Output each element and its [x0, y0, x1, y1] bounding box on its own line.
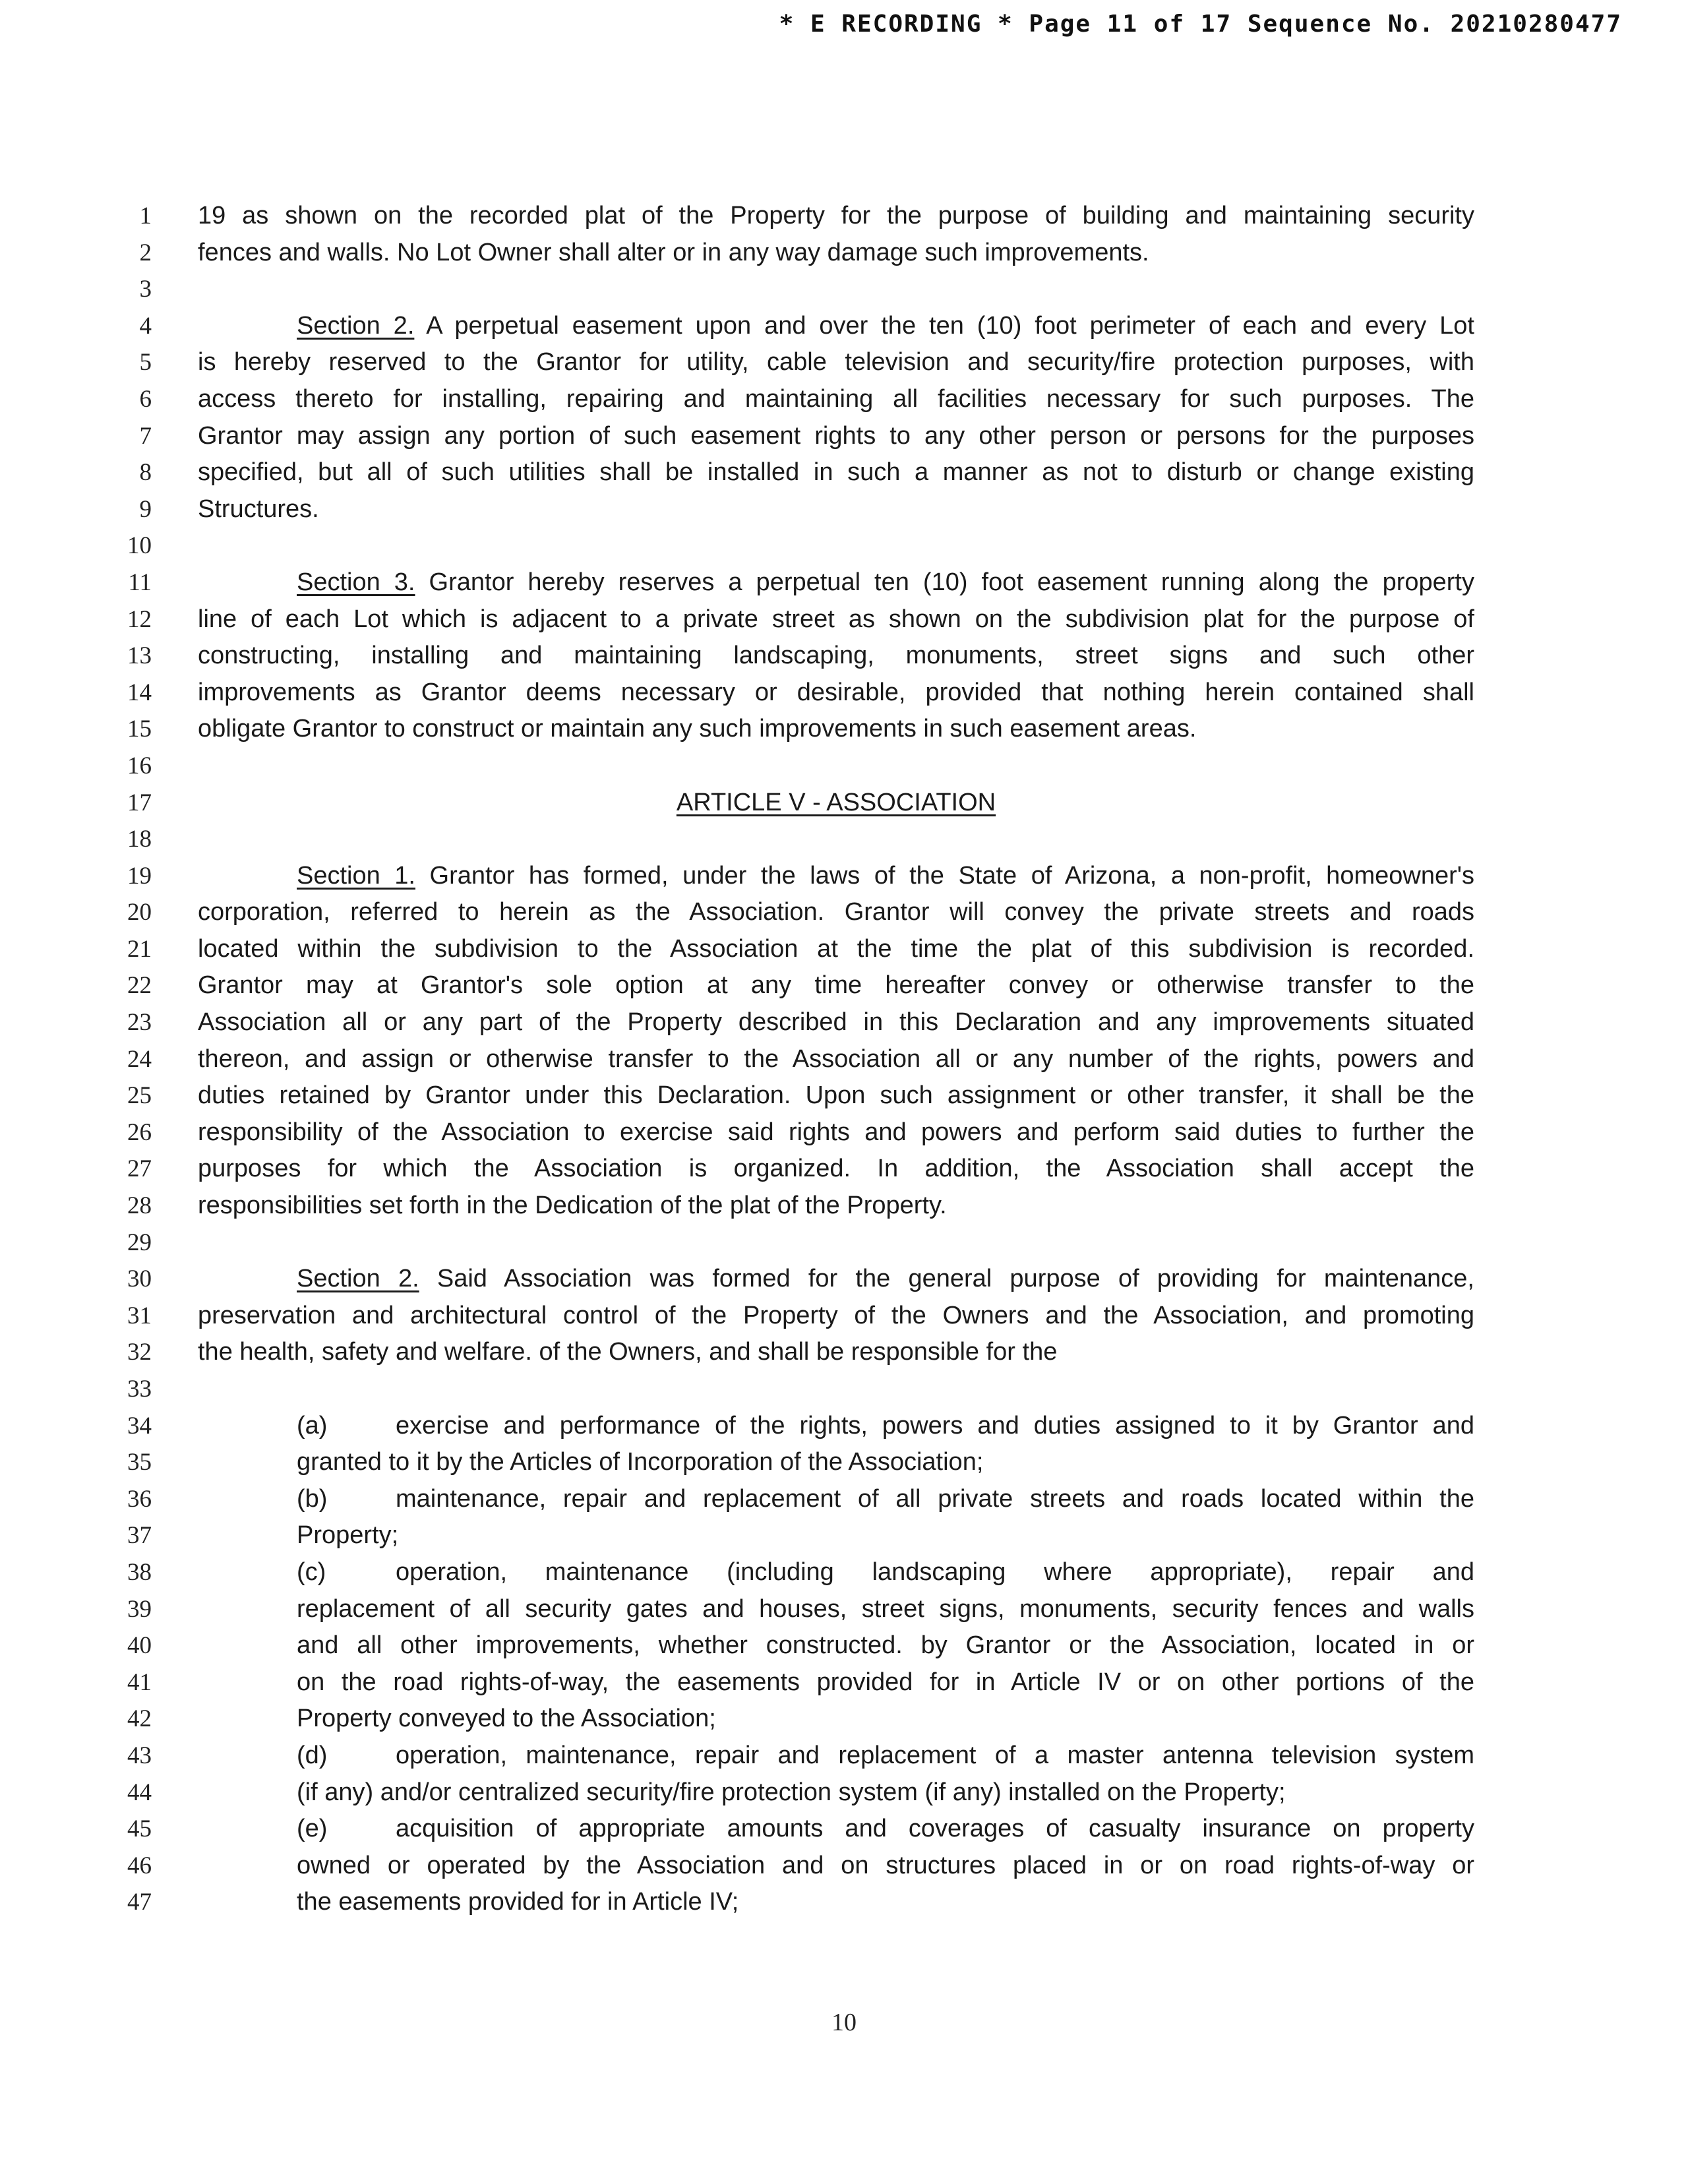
line-text: the health, safety and welfare. of the Owners, and shall be responsible for the: [198, 1338, 1058, 1366]
line-number: 17: [127, 789, 152, 816]
doc-line: [0, 1041, 1688, 1078]
list-item-label: (d): [297, 1741, 328, 1769]
section-heading: Section 1.: [297, 861, 415, 890]
line-text: Structures.: [198, 495, 319, 523]
line-text: 19 as shown on the recorded plat of the Property for the purpose of building and maintaining security: [198, 202, 1474, 229]
line-number: 25: [127, 1082, 152, 1110]
line-text: specified, but all of such utilities shall be installed in such a manner as not to disturb or change existing: [198, 458, 1474, 487]
article-heading: [198, 785, 1474, 822]
line-text: responsibility of the Association to exercise said rights and powers and perform said duties to further the: [198, 1118, 1474, 1146]
line-text: granted to it by the Articles of Incorporation of the Association;: [297, 1448, 984, 1476]
line-number: 19: [127, 862, 152, 890]
line-text: and all other improvements, whether constructed. by Grantor or the Association, located in or: [297, 1631, 1474, 1660]
line-text: [198, 1261, 1474, 1298]
section-heading: Section 3.: [297, 568, 415, 596]
line-number: 6: [139, 385, 152, 413]
line-number: 12: [127, 605, 152, 633]
doc-line: [0, 381, 1688, 418]
doc-line: [0, 748, 1688, 785]
doc-line: [0, 1077, 1688, 1114]
line-number: 14: [127, 679, 152, 706]
line-number: 28: [127, 1192, 152, 1220]
line-number: 22: [127, 972, 152, 1000]
line-number: 44: [127, 1778, 152, 1806]
line-number: 42: [127, 1705, 152, 1733]
line-text-rest: A perpetual easement upon and over the ten (10) foot perimeter of each and every Lot: [414, 311, 1474, 340]
doc-line: [0, 638, 1688, 675]
line-text: [198, 564, 1474, 601]
line-number: 23: [127, 1009, 152, 1037]
doc-line: [0, 1225, 1688, 1261]
doc-line: [0, 1371, 1688, 1408]
doc-line: [0, 564, 1688, 601]
line-text: (if any) and/or centralized security/fire protection system (if any) installed on the Property;: [297, 1778, 1286, 1806]
doc-line: [0, 1701, 1688, 1738]
line-number: 46: [127, 1852, 152, 1879]
line-number: 15: [127, 715, 152, 743]
doc-line: [0, 1627, 1688, 1664]
doc-line: [0, 675, 1688, 712]
line-text-rest: Grantor hereby reserves a perpetual ten (10) foot easement running along the property: [415, 568, 1474, 596]
doc-line: [0, 1151, 1688, 1188]
line-number: 10: [127, 532, 152, 560]
doc-line: [0, 1591, 1688, 1628]
doc-line: [0, 1298, 1688, 1335]
line-number: 30: [127, 1265, 152, 1293]
line-text: replacement of all security gates and houses, street signs, monuments, security fences and walls: [297, 1594, 1474, 1623]
doc-line: [0, 1664, 1688, 1701]
list-item-text: exercise and performance of the rights, powers and duties assigned to it by Grantor and: [396, 1411, 1474, 1440]
doc-line: [0, 894, 1688, 931]
line-number: 18: [127, 826, 152, 853]
line-number: 37: [127, 1522, 152, 1550]
line-text: Property conveyed to the Association;: [297, 1705, 716, 1733]
line-number: 11: [128, 568, 152, 596]
list-item-label: (e): [297, 1815, 328, 1843]
line-text: preservation and architectural control of the Property of the Owners and the Association, and promoting: [198, 1301, 1474, 1329]
list-item-label: (a): [297, 1411, 328, 1440]
line-number: 20: [127, 899, 152, 926]
line-number: 35: [127, 1449, 152, 1476]
line-number: 33: [127, 1376, 152, 1403]
line-number: 7: [139, 422, 152, 450]
line-text: Grantor may assign any portion of such easement rights to any other person or persons for the purposes: [198, 421, 1474, 450]
line-text: line of each Lot which is adjacent to a private street as shown on the subdivision plat for the purpose of: [198, 605, 1474, 633]
list-item: [297, 1481, 1474, 1518]
list-item: [297, 1408, 1474, 1445]
list-item-text: maintenance, repair and replacement of all private streets and roads located within the: [396, 1484, 1474, 1513]
line-number: 9: [139, 495, 152, 523]
list-item: [297, 1811, 1474, 1848]
line-text: is hereby reserved to the Grantor for utility, cable television and security/fire protection purposes, with: [198, 348, 1474, 377]
page-number: 10: [831, 2009, 857, 2036]
line-text: on the road rights-of-way, the easements provided for in Article IV or on other portions of the: [297, 1668, 1474, 1696]
doc-line: [0, 1738, 1688, 1774]
doc-line: [0, 528, 1688, 564]
doc-line: [0, 491, 1688, 528]
doc-line: [0, 1334, 1688, 1371]
doc-line: [0, 1408, 1688, 1445]
doc-line: [0, 858, 1688, 895]
doc-line: [0, 344, 1688, 381]
line-text: [198, 858, 1474, 895]
line-number: 36: [127, 1485, 152, 1513]
line-number: 3: [139, 276, 152, 303]
list-item: [297, 1554, 1474, 1591]
line-text: owned or operated by the Association and on structures placed in or on road rights-of-way or: [297, 1851, 1474, 1879]
list-item-text: acquisition of appropriate amounts and coverages of casualty insurance on property: [396, 1815, 1474, 1843]
line-text: fences and walls. No Lot Owner shall alter or in any way damage such improvements.: [198, 238, 1149, 266]
line-text: obligate Grantor to construct or maintain any such improvements in such easement areas.: [198, 715, 1197, 743]
line-text: constructing, installing and maintaining landscaping, monuments, street signs and such other: [198, 642, 1474, 670]
line-text: Association all or any part of the Property described in this Declaration and any improvements situated: [198, 1008, 1474, 1037]
line-text: responsibilities set forth in the Dedication of the plat of the Property.: [198, 1192, 947, 1220]
line-text: Grantor may at Grantor's sole option at any time hereafter convey or otherwise transfer to the: [198, 971, 1474, 1000]
line-text: located within the subdivision to the Association at the time the plat of this subdivision is recorded.: [198, 934, 1474, 963]
line-text: purposes for which the Association is organized. In addition, the Association shall accept the: [198, 1155, 1474, 1183]
line-number: 2: [139, 239, 152, 266]
list-item: [297, 1738, 1474, 1774]
line-number: 41: [127, 1668, 152, 1696]
doc-line: [0, 1554, 1688, 1591]
line-number: 13: [127, 642, 152, 670]
document-body: [0, 198, 1688, 1921]
recording-banner: * E RECORDING * Page 11 of 17 Sequence No. 20210280477: [779, 11, 1622, 38]
line-number: 43: [127, 1742, 152, 1769]
line-text: corporation, referred to herein as the Association. Grantor will convey the private streets and roads: [198, 898, 1474, 926]
line-text: improvements as Grantor deems necessary or desirable, provided that nothing herein contained shall: [198, 678, 1474, 706]
article-title: ARTICLE V - ASSOCIATION: [676, 788, 996, 816]
line-number: 4: [139, 312, 152, 340]
doc-line: [0, 1884, 1688, 1921]
doc-line: [0, 308, 1688, 345]
doc-line: [0, 967, 1688, 1004]
doc-line: [0, 711, 1688, 748]
line-text-rest: Grantor has formed, under the laws of the State of Arizona, a non-profit, homeowner's: [415, 861, 1474, 890]
line-text: duties retained by Grantor under this Declaration. Upon such assignment or other transfer, it shall be the: [198, 1081, 1474, 1110]
list-item-text: operation, maintenance (including landscaping where appropriate), repair and: [396, 1558, 1474, 1586]
doc-line: [0, 931, 1688, 968]
line-number: 40: [127, 1632, 152, 1660]
line-number: 16: [127, 752, 152, 779]
doc-line: [0, 1261, 1688, 1298]
line-number: 1: [139, 202, 152, 229]
list-item-text: operation, maintenance, repair and replacement of a master antenna television system: [396, 1741, 1474, 1769]
doc-line: [0, 1114, 1688, 1151]
list-item-label: (b): [297, 1484, 328, 1513]
doc-line: [0, 1004, 1688, 1041]
doc-line: [0, 271, 1688, 308]
section-heading: Section 2.: [297, 311, 415, 340]
doc-line: [0, 1774, 1688, 1811]
doc-line: [0, 418, 1688, 455]
line-number: 5: [139, 349, 152, 377]
doc-line: [0, 1848, 1688, 1885]
doc-line: [0, 454, 1688, 491]
doc-line: [0, 235, 1688, 272]
line-number: 31: [127, 1302, 152, 1329]
doc-line: [0, 1811, 1688, 1848]
line-text: thereon, and assign or otherwise transfer to the Association all or any number of the rights, powers and: [198, 1045, 1474, 1073]
line-number: 8: [139, 459, 152, 487]
line-number: 21: [127, 935, 152, 963]
line-number: 38: [127, 1558, 152, 1586]
line-number: 39: [127, 1595, 152, 1623]
line-text-rest: Said Association was formed for the general purpose of providing for maintenance,: [419, 1265, 1474, 1293]
line-number: 29: [127, 1228, 152, 1256]
doc-line: [0, 1188, 1688, 1225]
line-text: Property;: [297, 1521, 399, 1550]
line-text: [198, 308, 1474, 345]
line-number: 32: [127, 1339, 152, 1366]
section-heading: Section 2.: [297, 1265, 419, 1293]
doc-line: [0, 198, 1688, 235]
line-number: 24: [127, 1045, 152, 1073]
doc-line: [0, 1444, 1688, 1481]
list-item-label: (c): [297, 1558, 326, 1586]
line-text: access thereto for installing, repairing and maintaining all facilities necessary for such purposes. The: [198, 384, 1474, 413]
line-number: 27: [127, 1155, 152, 1183]
doc-line: [0, 601, 1688, 638]
doc-line: [0, 1481, 1688, 1518]
doc-line: [0, 821, 1688, 858]
line-number: 45: [127, 1815, 152, 1843]
doc-line: [0, 785, 1688, 822]
line-number: 34: [127, 1412, 152, 1440]
doc-line: [0, 1517, 1688, 1554]
line-text: the easements provided for in Article IV;: [297, 1888, 739, 1916]
line-number: 47: [127, 1889, 152, 1916]
line-number: 26: [127, 1118, 152, 1146]
